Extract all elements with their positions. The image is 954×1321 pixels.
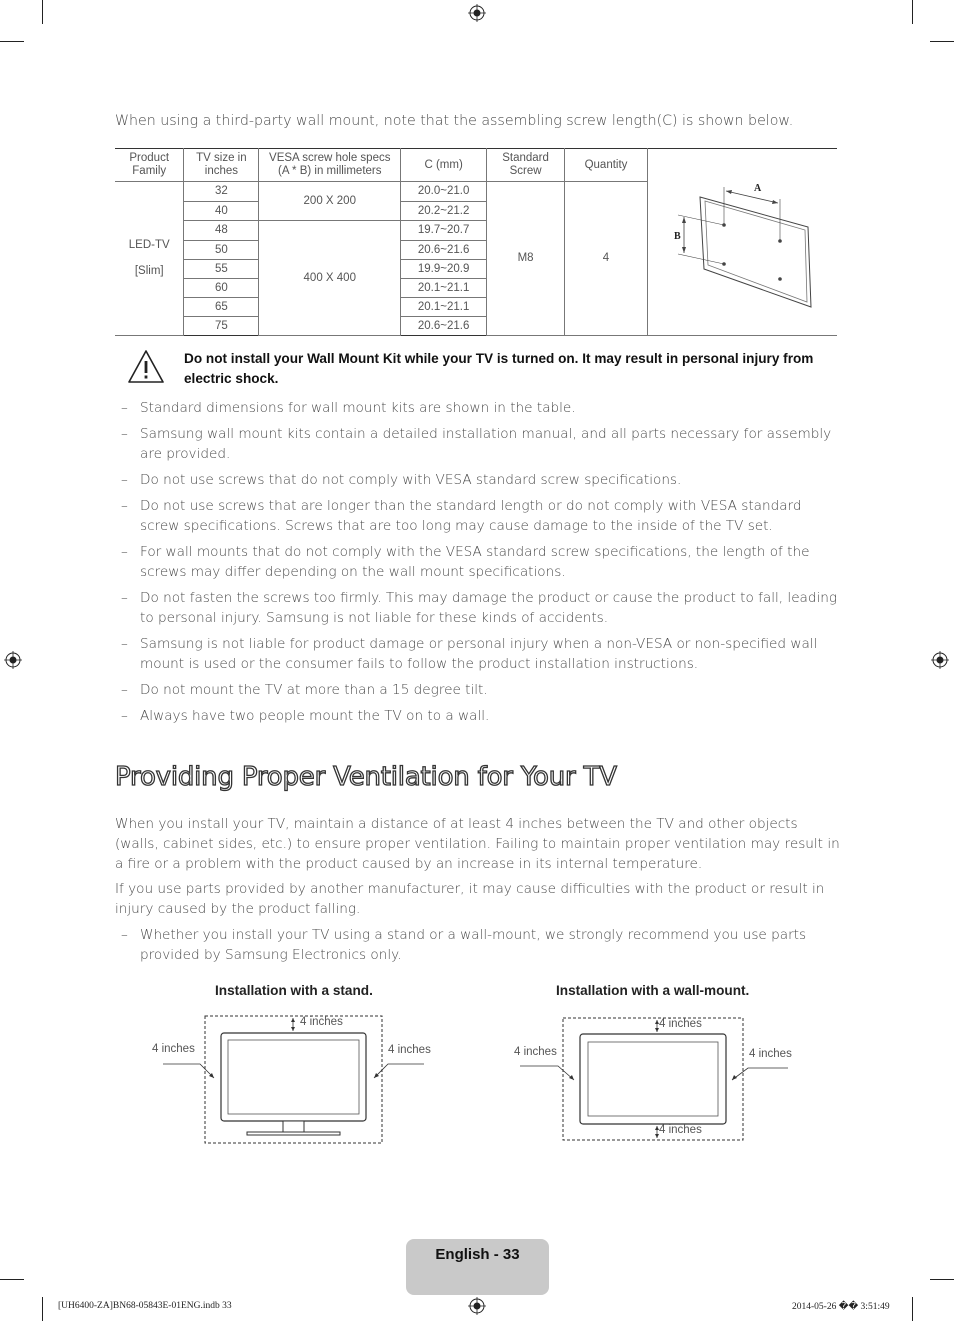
diagram-label-a: A xyxy=(753,183,762,194)
top-clearance-label: 4 inches xyxy=(300,1016,343,1028)
vesa-cell: 200 X 200 xyxy=(259,182,401,221)
left-clearance-label: 4 inches xyxy=(514,1046,557,1058)
c-mm-cell: 19.9~20.9 xyxy=(401,260,487,279)
screw-cell: M8 xyxy=(487,182,565,336)
right-clearance-label: 4 inches xyxy=(749,1048,792,1060)
crop-mark xyxy=(912,1297,913,1321)
registration-mark-icon xyxy=(468,4,486,22)
size-cell: 50 xyxy=(184,241,259,260)
crop-mark xyxy=(0,41,24,42)
c-mm-cell: 20.0~21.0 xyxy=(401,182,487,202)
registration-mark-icon xyxy=(931,651,949,669)
registration-mark-icon xyxy=(468,1297,486,1315)
c-mm-cell: 20.2~21.2 xyxy=(401,202,487,221)
c-mm-cell: 20.6~21.6 xyxy=(401,317,487,336)
crop-mark xyxy=(912,0,913,24)
wall-figure-label: Installation with a wall-mount. xyxy=(556,983,750,998)
wall-mount-spec-table xyxy=(115,148,837,336)
list-item: – Samsung is not liable for product damage or personal injury when a non-VESA or non-specified wall mount is used or the consumer fails to follow the product installation instructions. xyxy=(115,634,840,674)
page-number: English - 33 xyxy=(435,1246,520,1263)
stand-installation-figure xyxy=(150,1010,440,1145)
warning-text: Do not install your Wall Mount Kit while your TV is turned on. It may result in personal injury from electric shock. xyxy=(184,351,814,386)
vesa-diagram-cell xyxy=(647,149,837,336)
mounting-notes-list xyxy=(115,398,840,732)
header-cell: TV size in inches xyxy=(184,149,259,182)
wall-mount-installation-figure xyxy=(512,1012,802,1147)
list-item: – Do not use screws that are longer than the standard length or do not comply with VESA standard screw specifications. Screws that are too long may cause damage to the inside of the TV set. xyxy=(115,496,840,536)
size-cell: 40 xyxy=(184,202,259,221)
left-clearance-label: 4 inches xyxy=(152,1043,195,1055)
size-cell: 48 xyxy=(184,221,259,241)
table-header-row xyxy=(115,149,837,182)
intro-text: When using a third-party wall mount, note that the assembling screw length(C) is shown below. xyxy=(115,113,794,129)
quantity-cell: 4 xyxy=(565,182,648,336)
crop-mark xyxy=(930,41,954,42)
ventilation-paragraph: When you install your TV, maintain a distance of at least 4 inches between the TV and other objects (walls, cabinet sides, etc.) to ensure proper ventilation. Failing to maintain proper ventilation may result in a fire or a problem with the product caused by an increase in its internal temperature. xyxy=(115,816,840,872)
size-cell: 65 xyxy=(184,298,259,317)
vesa-cell: 400 X 400 xyxy=(259,221,401,336)
stand-figure-label: Installation with a stand. xyxy=(215,983,373,998)
list-item: – Standard dimensions for wall mount kits are shown in the table. xyxy=(115,398,840,418)
c-mm-cell: 19.7~20.7 xyxy=(401,221,487,241)
crop-mark xyxy=(930,1279,954,1280)
vesa-diagram xyxy=(648,149,837,335)
diagram-label-b: B xyxy=(673,231,681,242)
warning-triangle-icon xyxy=(127,349,165,384)
section-title: Providing Proper Ventilation for Your TV xyxy=(115,762,617,792)
header-cell: Quantity xyxy=(565,149,648,182)
list-item: – Whether you install your TV using a stand or a wall-mount, we strongly recommend you use parts provided by Samsung Electronics only. xyxy=(115,925,840,965)
header-cell: Standard Screw xyxy=(487,149,565,182)
crop-mark xyxy=(42,0,43,24)
c-mm-cell: 20.1~21.1 xyxy=(401,298,487,317)
header-cell: VESA screw hole specs (A * B) in millimeters xyxy=(259,149,401,182)
size-cell: 55 xyxy=(184,260,259,279)
size-cell: 75 xyxy=(184,317,259,336)
top-clearance-label: 4 inches xyxy=(659,1018,702,1030)
file-slug: [UH6400-ZA]BN68-05843E-01ENG.indb 33 xyxy=(58,1301,232,1311)
registration-mark-icon xyxy=(4,651,22,669)
bottom-clearance-label: 4 inches xyxy=(659,1124,702,1136)
list-item: – Do not mount the TV at more than a 15 degree tilt. xyxy=(115,680,840,700)
date-slug: 2014-05-26 �� 3:51:49 xyxy=(792,1302,890,1312)
size-cell: 32 xyxy=(184,182,259,202)
list-item: – Do not fasten the screws too firmly. This may damage the product or cause the product to fall, leading to personal injury. Samsung is not liable for these kinds of accidents. xyxy=(115,588,840,628)
c-mm-cell: 20.6~21.6 xyxy=(401,241,487,260)
c-mm-cell: 20.1~21.1 xyxy=(401,279,487,298)
crop-mark xyxy=(42,1297,43,1321)
recommendation-list xyxy=(115,925,840,971)
list-item: – Do not use screws that do not comply with VESA standard screw specifications. xyxy=(115,470,840,490)
header-cell: Product Family xyxy=(115,149,184,182)
header-cell: C (mm) xyxy=(401,149,487,182)
size-cell: 60 xyxy=(184,279,259,298)
list-item: – Always have two people mount the TV on to a wall. xyxy=(115,706,840,726)
crop-mark xyxy=(0,1279,24,1280)
third-party-paragraph: If you use parts provided by another manufacturer, it may cause difficulties with the product or result in injury caused by the product falling. xyxy=(115,881,825,917)
right-clearance-label: 4 inches xyxy=(388,1044,431,1056)
family-cell: LED-TV [Slim] xyxy=(115,182,184,336)
list-item: – Samsung wall mount kits contain a detailed installation manual, and all parts necessary for assembly are provided. xyxy=(115,424,840,464)
list-item: – For wall mounts that do not comply with the VESA standard screw specifications, the length of the screws may differ depending on the wall mount specifications. xyxy=(115,542,840,582)
